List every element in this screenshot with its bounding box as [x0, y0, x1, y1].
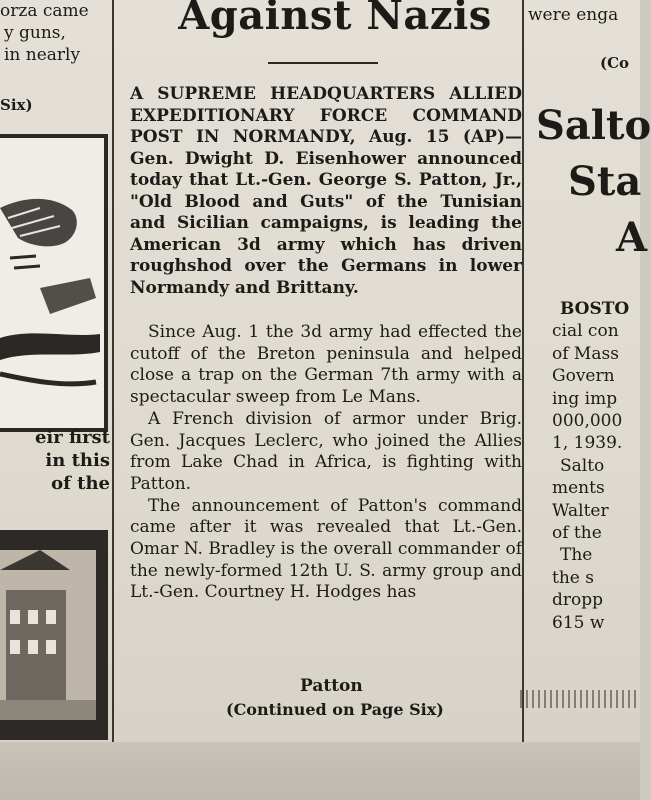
article-paragraph: Since Aug. 1 the 3d army had effected the cutoff of the Breton peninsula and helped close a trap on the German 7th army with a spectacular sweep from Le Mans.: [130, 322, 522, 408]
right-body-line: 1, 1939.: [552, 433, 623, 454]
headline-rule: [268, 62, 378, 64]
right-body-line: dropp: [552, 590, 604, 611]
right-body-line: of Mass: [552, 343, 619, 364]
right-fragment-line: were enga: [528, 5, 619, 25]
caption-line: of the: [51, 473, 110, 494]
left-column-fragment: [0, 0, 110, 66]
right-headline-line: Sta: [568, 158, 642, 205]
left-fragment-line: y guns,: [4, 23, 66, 43]
right-body-line: Salto: [560, 455, 605, 476]
continued-note: (Continued on Page Six): [226, 700, 444, 719]
left-fragment-line: in nearly: [4, 45, 81, 65]
right-headline-line: Salto: [536, 102, 651, 149]
caption-line: in this: [45, 450, 110, 471]
right-body-line: of the: [552, 523, 602, 544]
right-body-line: The: [560, 545, 593, 566]
right-body-line: 000,000: [552, 411, 623, 432]
jump-headline: Patton: [300, 676, 363, 696]
building-photo: [0, 530, 108, 740]
left-fragment-line: orza came: [0, 1, 89, 21]
right-headline-line: A: [616, 214, 648, 261]
cut-off-text-fragment: [520, 690, 640, 708]
right-body-line: ments: [552, 478, 605, 499]
column-rule-right: [522, 0, 524, 742]
article-body: [130, 322, 522, 604]
table-surface: [0, 742, 640, 800]
right-body-line: the s: [552, 567, 594, 588]
building-image: [0, 530, 108, 740]
illustration-drawing: [0, 138, 104, 428]
right-body-line: 615 w: [552, 612, 605, 633]
article-lead: A SUPREME HEADQUARTERS ALLIED EXPEDITIONARY FORCE COMMAND POST IN NORMANDY, Aug. 15 (AP)—Gen. Dwight D. Eisenhower announced today that Lt.-Gen. George S. Patton, Jr., "Old Blood and Guts" of the Tunisian and Sicilian campaigns, is leading the American 3d army which has driven roughshod over the Germans in lower Normandy and Brittany.: [130, 84, 522, 298]
left-continued-note: Six): [0, 96, 33, 114]
photo-caption: [0, 426, 110, 495]
illustration-photo: [0, 134, 108, 432]
right-body-line: cial con: [552, 321, 619, 342]
right-body-line: BOSTO: [560, 299, 630, 319]
caption-line: eir first: [34, 427, 110, 448]
right-body-line: Govern: [552, 366, 615, 387]
article-paragraph: A French division of armor under Brig. Gen. Jacques Leclerc, who joined the Allies from Lake Chad in Africa, is fighting with Patton.: [130, 408, 522, 494]
article-paragraph: The announcement of Patton's command came after it was revealed that Lt.-Gen. Omar N. Bradley is the overall commander of the newly-formed 12th U. S. army group and Lt.-Gen. Courtney H. Hodges has: [130, 495, 522, 603]
right-body-line: ing imp: [552, 388, 618, 409]
right-article-body: [552, 298, 650, 634]
column-rule-left: [112, 0, 114, 742]
right-continued-note: (Co: [600, 54, 630, 72]
headline: Against Nazis: [178, 0, 492, 39]
right-body-line: Walter: [552, 500, 609, 521]
